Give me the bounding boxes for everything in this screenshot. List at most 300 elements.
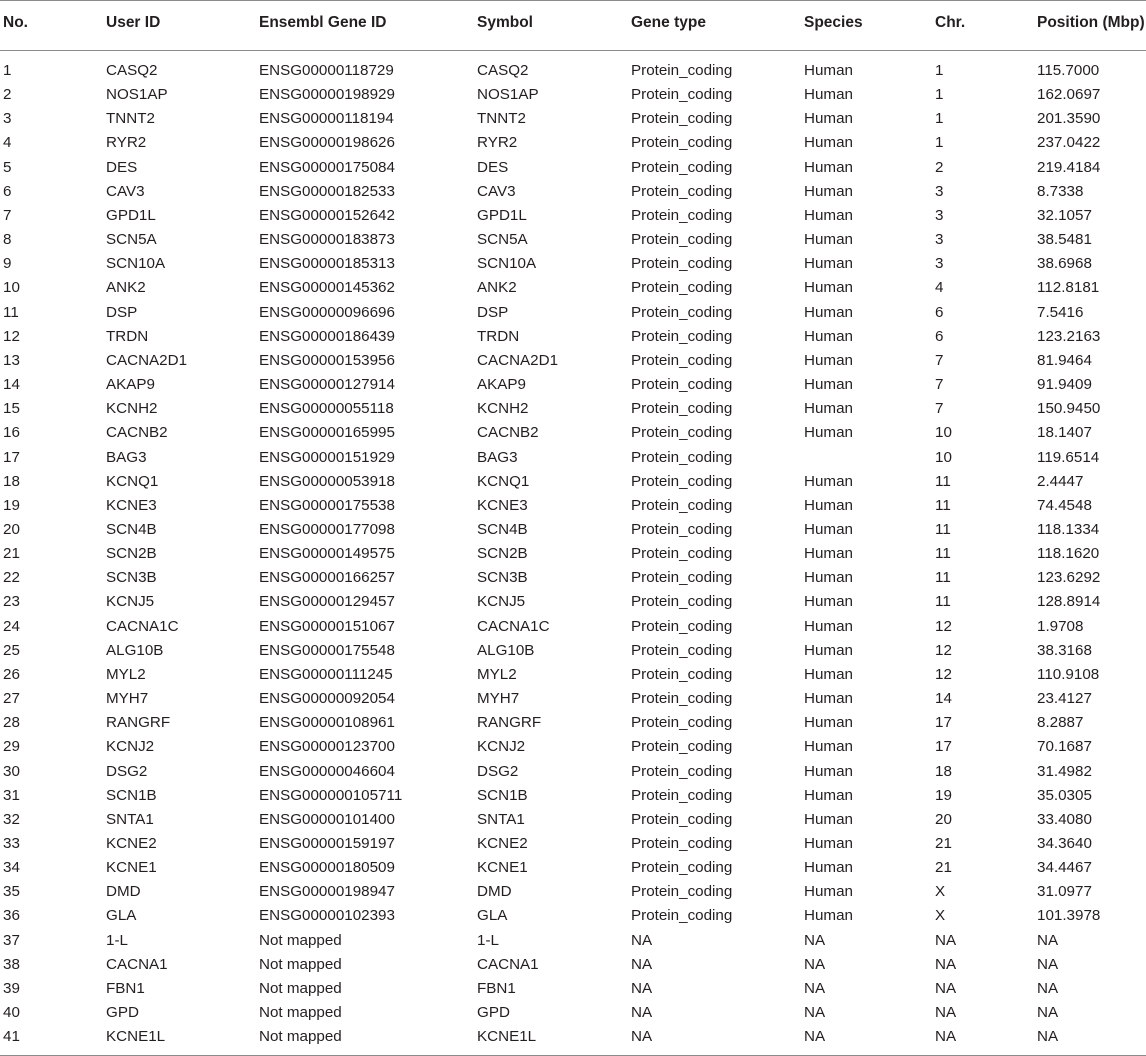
cell-gene-type: Protein_coding <box>631 835 733 852</box>
cell-user-id: SCN2B <box>106 545 157 563</box>
cell-no: 8 <box>3 231 12 249</box>
cell-position: 162.0697 <box>1037 86 1101 104</box>
cell-user-id: CACNA1C <box>106 617 179 635</box>
cell-position: 70.1687 <box>1037 738 1092 756</box>
cell-gene-type: Protein_coding <box>631 158 733 176</box>
cell-symbol: KCNJ5 <box>477 593 526 611</box>
cell-species: Human <box>804 810 853 828</box>
header-symbol: Symbol <box>477 1 631 51</box>
cell-position: 7.5416 <box>1037 303 1084 321</box>
cell-chr: 17 <box>935 714 952 732</box>
cell-gene-type: Protein_coding <box>631 376 733 394</box>
cell-user-id: KCNJ5 <box>106 593 155 611</box>
cell-chr: 2 <box>935 158 944 176</box>
cell-ensembl-gene-id: ENSG00000101400 <box>259 810 395 828</box>
cell-chr: X <box>935 883 946 901</box>
cell-chr: 3 <box>935 255 944 273</box>
cell-user-id: MYH7 <box>106 690 149 708</box>
cell-no: 36 <box>3 907 20 925</box>
cell-species: Human <box>804 327 853 345</box>
cell-species: NA <box>804 1025 935 1056</box>
cell-position: NA <box>1037 931 1059 949</box>
table-row <box>0 518 1146 542</box>
cell-no: 40 <box>3 1004 20 1022</box>
cell-chr: 3 <box>935 206 944 224</box>
table-row <box>0 204 1146 228</box>
cell-gene-type: Protein_coding <box>631 472 733 490</box>
cell-user-id: GPD <box>106 1004 139 1022</box>
cell-species: Human <box>804 496 853 514</box>
cell-ensembl-gene-id: ENSG00000111245 <box>259 665 393 683</box>
cell-position: 1.9708 <box>1037 617 1084 635</box>
cell-user-id: SCN1B <box>106 786 157 804</box>
header-ensembl-gene-id: Ensembl Gene ID <box>259 1 477 51</box>
cell-ensembl-gene-id: ENSG00000175538 <box>259 496 395 514</box>
cell-symbol: SNTA1 <box>477 810 525 828</box>
cell-species: Human <box>804 376 853 394</box>
table-row <box>0 131 1146 155</box>
cell-position: 33.4080 <box>1037 810 1092 828</box>
cell-no: 3 <box>3 110 12 128</box>
cell-user-id: SCN5A <box>106 231 157 249</box>
cell-symbol: SCN2B <box>477 545 528 563</box>
cell-position: 34.3640 <box>1037 835 1092 852</box>
cell-user-id: BAG3 <box>106 448 147 466</box>
cell-ensembl-gene-id: ENSG00000180509 <box>259 859 395 877</box>
cell-gene-type: Protein_coding <box>631 255 733 273</box>
table-row <box>0 542 1146 566</box>
cell-user-id: DMD <box>106 883 141 901</box>
cell-user-id: ALG10B <box>106 641 164 659</box>
table-row <box>0 180 1146 204</box>
cell-position: NA <box>1037 1004 1059 1022</box>
cell-position: 81.9464 <box>1037 351 1092 369</box>
cell-position: 38.6968 <box>1037 255 1092 273</box>
cell-chr: 11 <box>935 472 951 490</box>
cell-position: 118.1334 <box>1037 520 1100 538</box>
cell-symbol: MYL2 <box>477 665 517 683</box>
cell-gene-type: Protein_coding <box>631 714 733 732</box>
table-row <box>0 156 1146 180</box>
cell-symbol: SCN4B <box>477 520 528 538</box>
cell-species: Human <box>804 472 853 490</box>
cell-species: Human <box>804 134 853 152</box>
cell-species: Human <box>804 617 853 635</box>
cell-species: NA <box>804 979 826 997</box>
table-row <box>0 832 1146 856</box>
cell-chr: 7 <box>935 376 944 394</box>
cell-position: 110.9108 <box>1037 665 1100 683</box>
table-row <box>0 83 1146 107</box>
cell-no: 31 <box>3 786 20 804</box>
cell-gene-type: Protein_coding <box>631 279 733 297</box>
cell-ensembl-gene-id: ENSG00000046604 <box>259 762 395 780</box>
cell-symbol: CACNA1C <box>477 617 550 635</box>
cell-chr: 10 <box>935 448 952 466</box>
cell-position: 123.6292 <box>1037 569 1101 587</box>
cell-no: 2 <box>3 86 12 104</box>
table-row <box>0 107 1146 131</box>
cell-symbol: DSG2 <box>477 762 519 780</box>
cell-position: 8.7338 <box>1037 182 1084 200</box>
header-row <box>0 1 1146 51</box>
cell-ensembl-gene-id: Not mapped <box>259 1004 342 1022</box>
cell-ensembl-gene-id: ENSG00000149575 <box>259 545 395 563</box>
cell-gene-type: Protein_coding <box>631 496 733 514</box>
cell-user-id: FBN1 <box>106 979 145 997</box>
cell-gene-type: Protein_coding <box>631 182 733 200</box>
cell-chr: 1 <box>935 134 944 152</box>
cell-user-id: CACNB2 <box>106 424 168 442</box>
cell-chr: NA <box>935 1004 957 1022</box>
cell-ensembl-gene-id: ENSG00000151067 <box>259 617 395 635</box>
cell-species: Human <box>804 424 853 442</box>
cell-gene-type: Protein_coding <box>631 400 733 418</box>
cell-user-id: KCNJ2 <box>106 738 155 756</box>
cell-chr: 14 <box>935 690 952 708</box>
cell-chr: 20 <box>935 810 952 828</box>
cell-ensembl-gene-id: ENSG00000152642 <box>259 206 395 224</box>
cell-position: NA <box>1037 1025 1146 1056</box>
table-row <box>0 325 1146 349</box>
cell-chr: 7 <box>935 400 944 418</box>
cell-position: NA <box>1037 979 1059 997</box>
cell-species: Human <box>804 520 853 538</box>
cell-chr: 6 <box>935 303 944 321</box>
cell-ensembl-gene-id: ENSG00000198929 <box>259 86 395 104</box>
cell-chr: 10 <box>935 424 952 442</box>
cell-chr: 17 <box>935 738 952 756</box>
cell-ensembl-gene-id: ENSG00000182533 <box>259 182 395 200</box>
cell-species: Human <box>804 641 853 659</box>
cell-chr: 21 <box>935 835 952 852</box>
cell-no: 38 <box>3 955 20 973</box>
cell-ensembl-gene-id: ENSG00000118729 <box>259 62 394 79</box>
cell-position: 38.3168 <box>1037 641 1092 659</box>
cell-species: Human <box>804 859 853 877</box>
cell-symbol: KCNQ1 <box>477 472 530 490</box>
cell-species: NA <box>804 1004 826 1022</box>
cell-ensembl-gene-id: ENSG00000053918 <box>259 472 395 490</box>
cell-gene-type: Protein_coding <box>631 883 733 901</box>
cell-chr: NA <box>935 979 957 997</box>
cell-species: Human <box>804 62 853 79</box>
cell-user-id: CAV3 <box>106 182 145 200</box>
cell-symbol: FBN1 <box>477 979 516 997</box>
cell-user-id: SCN3B <box>106 569 157 587</box>
cell-user-id: NOS1AP <box>106 86 168 104</box>
cell-user-id: AKAP9 <box>106 376 155 394</box>
cell-position: 2.4447 <box>1037 472 1084 490</box>
cell-no: 17 <box>3 448 20 466</box>
cell-user-id: ANK2 <box>106 279 146 297</box>
cell-species: Human <box>804 569 853 587</box>
cell-symbol: NOS1AP <box>477 86 539 104</box>
cell-symbol: CAV3 <box>477 182 516 200</box>
cell-species: Human <box>804 351 853 369</box>
table-row <box>0 252 1146 276</box>
cell-no: 21 <box>3 545 20 563</box>
cell-ensembl-gene-id: ENSG00000055118 <box>259 400 394 418</box>
cell-no: 24 <box>3 617 20 635</box>
cell-symbol: KCNJ2 <box>477 738 526 756</box>
cell-ensembl-gene-id: ENSG00000145362 <box>259 279 395 297</box>
cell-ensembl-gene-id: Not mapped <box>259 931 342 949</box>
cell-position: 31.0977 <box>1037 883 1092 901</box>
cell-gene-type: Protein_coding <box>631 351 733 369</box>
cell-chr: 12 <box>935 617 952 635</box>
cell-species: Human <box>804 231 853 249</box>
cell-no: 12 <box>3 327 20 345</box>
cell-no: 9 <box>3 255 12 273</box>
cell-user-id: GPD1L <box>106 206 156 224</box>
header-user-id: User ID <box>106 1 259 51</box>
table-row <box>0 880 1146 904</box>
cell-chr: 11 <box>935 496 951 514</box>
cell-no: 16 <box>3 424 20 442</box>
cell-symbol: 1-L <box>477 931 499 949</box>
cell-symbol: AKAP9 <box>477 376 526 394</box>
cell-user-id: DES <box>106 158 138 176</box>
cell-position: 91.9409 <box>1037 376 1092 394</box>
cell-no: 25 <box>3 641 20 659</box>
cell-chr: 19 <box>935 786 952 804</box>
cell-position: 112.8181 <box>1037 279 1100 297</box>
header-gene-type: Gene type <box>631 1 804 51</box>
cell-species: Human <box>804 110 853 128</box>
cell-no: 6 <box>3 182 12 200</box>
table-row <box>0 566 1146 590</box>
cell-species: Human <box>804 690 853 708</box>
cell-user-id: DSG2 <box>106 762 148 780</box>
table-row <box>0 760 1146 784</box>
cell-user-id: SCN4B <box>106 520 157 538</box>
cell-no: 20 <box>3 520 20 538</box>
table-row <box>0 784 1146 808</box>
cell-symbol: SCN1B <box>477 786 528 804</box>
table-row <box>0 904 1146 928</box>
cell-ensembl-gene-id: ENSG00000151929 <box>259 448 395 466</box>
cell-gene-type: NA <box>631 931 653 949</box>
cell-ensembl-gene-id: ENSG00000166257 <box>259 569 395 587</box>
cell-gene-type: Protein_coding <box>631 303 733 321</box>
cell-no: 10 <box>3 279 20 297</box>
cell-gene-type: Protein_coding <box>631 690 733 708</box>
cell-no: 35 <box>3 883 20 901</box>
cell-gene-type: Protein_coding <box>631 134 733 152</box>
cell-position: 128.8914 <box>1037 593 1101 611</box>
cell-symbol: BAG3 <box>477 448 518 466</box>
cell-gene-type: Protein_coding <box>631 738 733 756</box>
cell-ensembl-gene-id: ENSG00000175084 <box>259 158 395 176</box>
cell-gene-type: Protein_coding <box>631 545 733 563</box>
cell-ensembl-gene-id: ENSG00000127914 <box>259 376 395 394</box>
cell-species: Human <box>804 545 853 563</box>
table-row <box>0 349 1146 373</box>
cell-species: Human <box>804 835 853 852</box>
cell-species: Human <box>804 182 853 200</box>
cell-ensembl-gene-id: ENSG00000159197 <box>259 835 395 852</box>
cell-position: 18.1407 <box>1037 424 1092 442</box>
cell-chr: 11 <box>935 545 951 563</box>
cell-symbol: KCNH2 <box>477 400 529 418</box>
cell-chr: 21 <box>935 859 952 877</box>
cell-no: 28 <box>3 714 20 732</box>
header-no: No. <box>0 1 106 51</box>
table-row <box>0 735 1146 759</box>
cell-species: Human <box>804 303 853 321</box>
cell-ensembl-gene-id: Not mapped <box>259 1025 477 1056</box>
cell-gene-type: Protein_coding <box>631 665 733 683</box>
table-row <box>0 953 1146 977</box>
cell-species: Human <box>804 762 853 780</box>
cell-symbol: ANK2 <box>477 279 517 297</box>
cell-no: 32 <box>3 810 20 828</box>
cell-species: Human <box>804 714 853 732</box>
cell-position: 237.0422 <box>1037 134 1101 152</box>
cell-no: 30 <box>3 762 20 780</box>
cell-chr: 3 <box>935 182 944 200</box>
cell-gene-type: Protein_coding <box>631 520 733 538</box>
table-row <box>0 929 1146 953</box>
table-row <box>0 663 1146 687</box>
cell-no: 22 <box>3 569 20 587</box>
cell-user-id: MYL2 <box>106 665 146 683</box>
cell-no: 34 <box>3 859 20 877</box>
cell-user-id: TNNT2 <box>106 110 155 128</box>
cell-chr: 12 <box>935 641 952 659</box>
cell-no: 41 <box>0 1025 106 1056</box>
table-row <box>0 615 1146 639</box>
cell-position: 115.7000 <box>1037 62 1100 79</box>
cell-no: 4 <box>3 134 12 152</box>
table-row <box>0 590 1146 614</box>
cell-gene-type: Protein_coding <box>631 762 733 780</box>
cell-position: 201.3590 <box>1037 110 1101 128</box>
cell-species <box>804 446 935 470</box>
cell-symbol: SCN3B <box>477 569 528 587</box>
cell-gene-type: Protein_coding <box>631 110 733 128</box>
cell-symbol: DES <box>477 158 509 176</box>
header-species: Species <box>804 1 935 51</box>
cell-species: Human <box>804 158 853 176</box>
cell-gene-type: Protein_coding <box>631 448 733 466</box>
cell-no: 19 <box>3 496 20 514</box>
table-row <box>0 808 1146 832</box>
cell-no: 23 <box>3 593 20 611</box>
cell-species: Human <box>804 786 853 804</box>
cell-chr: NA <box>935 931 957 949</box>
table-row <box>0 276 1146 300</box>
cell-position: 219.4184 <box>1037 158 1101 176</box>
cell-species: Human <box>804 907 853 925</box>
table-row <box>0 51 1146 84</box>
header-chr: Chr. <box>935 1 1037 51</box>
cell-position: 35.0305 <box>1037 786 1092 804</box>
cell-gene-type: Protein_coding <box>631 593 733 611</box>
cell-ensembl-gene-id: ENSG00000165995 <box>259 424 395 442</box>
table-row <box>0 1001 1146 1025</box>
cell-user-id: CACNA2D1 <box>106 351 188 369</box>
cell-user-id: KCNH2 <box>106 400 158 418</box>
cell-chr: 18 <box>935 762 952 780</box>
cell-ensembl-gene-id: ENSG00000183873 <box>259 231 395 249</box>
table-row <box>0 687 1146 711</box>
cell-position: 150.9450 <box>1037 400 1101 418</box>
cell-gene-type: NA <box>631 955 653 973</box>
table-row <box>0 301 1146 325</box>
cell-chr: 6 <box>935 327 944 345</box>
cell-gene-type: Protein_coding <box>631 569 733 587</box>
table-row <box>0 421 1146 445</box>
cell-no: 33 <box>3 835 20 852</box>
cell-no: 29 <box>3 738 20 756</box>
cell-symbol: RANGRF <box>477 714 542 732</box>
table-row <box>0 977 1146 1001</box>
table-row <box>0 711 1146 735</box>
cell-user-id: RANGRF <box>106 714 171 732</box>
table-row <box>0 494 1146 518</box>
cell-ensembl-gene-id: ENSG00000198626 <box>259 134 395 152</box>
table-row <box>0 397 1146 421</box>
cell-user-id: SNTA1 <box>106 810 154 828</box>
cell-gene-type: Protein_coding <box>631 907 733 925</box>
cell-user-id: GLA <box>106 907 137 925</box>
cell-symbol: SCN10A <box>477 255 537 273</box>
cell-no: 39 <box>3 979 20 997</box>
cell-gene-type: Protein_coding <box>631 86 733 104</box>
cell-user-id: SCN10A <box>106 255 166 273</box>
cell-no: 13 <box>3 351 20 369</box>
cell-ensembl-gene-id: ENSG00000186439 <box>259 327 395 345</box>
cell-species: Human <box>804 738 853 756</box>
cell-no: 37 <box>3 931 20 949</box>
cell-user-id: 1-L <box>106 931 128 949</box>
cell-user-id: KCNE1 <box>106 859 157 877</box>
cell-ensembl-gene-id: Not mapped <box>259 955 342 973</box>
cell-chr: 3 <box>935 231 944 249</box>
cell-ensembl-gene-id: ENSG00000129457 <box>259 593 395 611</box>
cell-ensembl-gene-id: Not mapped <box>259 979 342 997</box>
cell-symbol: DMD <box>477 883 512 901</box>
cell-user-id: KCNE3 <box>106 496 157 514</box>
cell-gene-type: Protein_coding <box>631 327 733 345</box>
cell-symbol: CACNA1 <box>477 955 539 973</box>
cell-user-id: TRDN <box>106 327 149 345</box>
cell-chr: 1 <box>935 62 944 79</box>
cell-symbol: TRDN <box>477 327 520 345</box>
cell-species: Human <box>804 86 853 104</box>
cell-user-id: KCNQ1 <box>106 472 159 490</box>
cell-chr: X <box>935 907 946 925</box>
table-header <box>0 1 1146 51</box>
cell-symbol: KCNE2 <box>477 835 528 852</box>
cell-symbol: SCN5A <box>477 231 528 249</box>
cell-species: NA <box>804 955 826 973</box>
cell-ensembl-gene-id: ENSG00000177098 <box>259 520 395 538</box>
cell-position: 23.4127 <box>1037 690 1092 708</box>
cell-gene-type: NA <box>631 1004 653 1022</box>
cell-ensembl-gene-id: ENSG00000198947 <box>259 883 395 901</box>
cell-position: NA <box>1037 955 1059 973</box>
cell-no: 5 <box>3 158 12 176</box>
cell-user-id: KCNE2 <box>106 835 157 852</box>
cell-gene-type: Protein_coding <box>631 810 733 828</box>
cell-species: Human <box>804 593 853 611</box>
cell-position: 38.5481 <box>1037 231 1092 249</box>
cell-chr: 11 <box>935 569 951 587</box>
cell-symbol: KCNE1L <box>477 1025 631 1056</box>
